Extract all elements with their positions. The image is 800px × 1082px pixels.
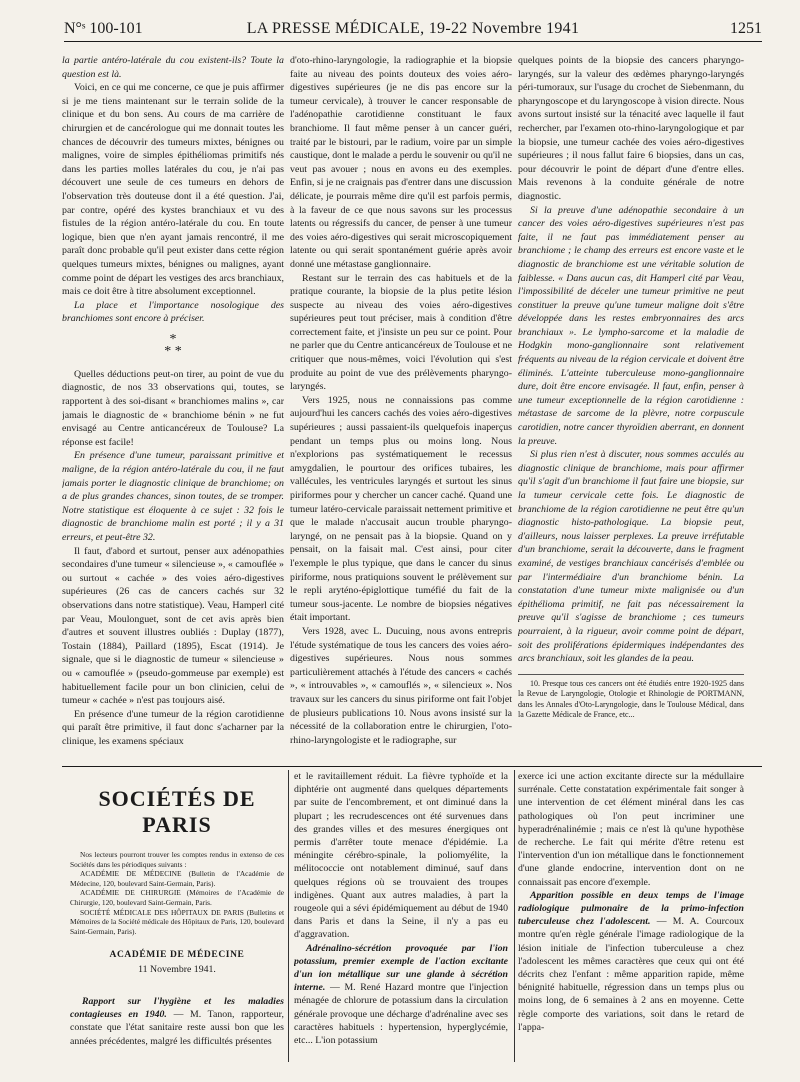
- societes-note: [70, 850, 284, 936]
- bottom-column-2: [294, 770, 508, 1076]
- paragraph: Il faut, d'abord et surtout, penser aux adénopathies secondaires d'une tumeur « silencieuse », « camouflée » ou surtout « cachée » des voies aéro-digestives supérieures (26 cas de cancers cachés sur 32 observations dans notre statistique). Veau, Hamperl cité par Veau, Moulonguet, sont de cet avis après bien d'autres et souvent illustres oubliés : Duplay (1877), Tostain (1884), Paillard (1895), Escat (1914). Je signale, que si le diagnostic de tumeur « silencieuse » ou « camouflée » (pseudo-gommeuse par exemple) est habituellement facile pour un bon clinicien, celui de tumeur « cachée » n'est pas toujours aisé.: [62, 545, 284, 707]
- column-1: [62, 54, 284, 760]
- issue-number: N°ˢ 100-101: [64, 20, 143, 37]
- paragraph: Si plus rien n'est à discuter, nous sommes acculés au diagnostic clinique de branchiome, mais pour affirmer qu'il s'agit d'un branchiome il faut faire une biopsie, sur la tumeur cervicale cette fois. Le diagnostic de branchiome de la région carotidienne ne peut être qu'un diagnostic histo-pathologique. La biopsie peut, d'ailleurs, nous laisser perplexes. La preuve irréfutable d'un branchiome, serait la découverte, dans le fragment examiné, de vestiges branchiaux cancérisés d'emblée ou par l'intermédiaire d'un branchiome bénin. La constatation d'une tumeur mixte malignisée ou d'un épithélioma primitif, ne fait pas nécessairement la preuve qu'il s'agisse de branchiome ; ces tumeurs pourraient, à la rigueur, avoir comme point de départ, soit des proliférations épidermiques indépendantes des arcs branchiaux, soit les glandes de la peau.: [518, 449, 744, 665]
- paragraph: d'oto-rhino-laryngologie, la radiographie et la biopsie faite au niveau des points douteux des voies aéro-digestives supérieures (je ne dis pas encore sur la tumeur cervicale), à trouver le cancer responsable de l'adénopathie carotidienne constituant le faux branchiome. Il faut même penser à un cancer guéri, traité par le bistouri, par le radium, voire par un simple caustique, dont le malade a perdu le souvenir ou qu'il ne veut pas avouer ; nous en avons eu des exemples. Enfin, si je ne craignais pas d'entrer dans une discussion délicate, je pourrais même dire qu'il est parfois permis, à la faveur de ce que nous savons sur les processus latents ou régressifs du cancer, de penser à une tumeur des voies aéro-digestives qui serait microscopiquement latente ou qui serait spontanément guérie après avoir donné une métastase ganglionnaire.: [290, 55, 512, 270]
- paragraph: Vers 1925, nous ne connaissions pas comme aujourd'hui les cancers cachés des voies aéro-digestives supérieures ; aussi passaient-ils quelquefois inaperçus pendant un temps plus ou moins long. Nous n'explorions pas systématiquement le recessus amygdalien, le pourtour des orifices tubaires, les vallécules, les ventricules laryngés et surtout les sinus piriformes pour y chercher un cancer caché. Quand une tumeur latéro-cervicale paraissait nettement primitive et que le malade n'accusait aucun trouble pharyngo-laryngé, on ne pensait pas à la biopsie. Quand on y pensait, on la faisait mal. C'est ainsi, pour citer l'exemple le plus typique, que dans le cancer du sinus piriforme, nous pratiquions souvent le prélèvement sur le repli aryténo-épiglottique tuméfié du fait de la tumeur sous-jacente. Le nombre de biopsies négatives était important.: [290, 394, 512, 624]
- paragraph: Vers 1928, avec L. Ducuing, nous avons entrepris l'étude systématique de tous les cancers des voies aéro-digestives supérieures. Nous nous sommes particulièrement attachés à l'étude des cancers « cachés », « introuvables », « camouflés », « silencieux ». Nos travaux sur les cancers du sinus piriforme ont fait l'objet de plusieurs publications 10. Nous avons insisté sur la nécessité de la collaboration entre le chirurgien, l'oto-rhino-laryngologiste et le radiographe, sur: [290, 625, 512, 746]
- paragraph: et le ravitaillement réduit. La fièvre typhoïde et la diphtérie ont augmenté dans quelques départements par suite de l'encombrement, et ont diminué dans la plupart ; les recrudescences ont été survenues dans des grandes villes et des mesures énergiques ont permis d'arrêter toute menace d'épidémie. La méningite cérébro-spinale, la poliomyélite, la mélitococcie ont notablement diminué, sauf dans quelques régions où se trouvaient des troupes indigènes. Quant aux autres maladies, à part la rougeole qui a sévi épidémiquement au début de 1940 dans Paris et dans la Seine, il n'y a pas eu d'aggravation.: [294, 771, 508, 941]
- journal-title: LA PRESSE MÉDICALE, 19-22 Novembre 1941: [246, 20, 580, 37]
- paragraph: [518, 889, 744, 1034]
- page-number: 1251: [730, 20, 762, 37]
- article-text: — M. René Hazard montre que l'injection ménagée de chlorure de potassium dans la circulation générale provoque une décharge d'adrénaline avec ses caractères habituels : hypertension, hyperglycémie, etc... L'ion potassium: [294, 982, 508, 1047]
- societes-section: [70, 786, 284, 983]
- column-rule: [288, 770, 289, 1062]
- note-line: SOCIÉTÉ MÉDICALE DES HÔPITAUX DE PARIS (Bulletins et Mémoires de la Société médicale des Hôpitaux de Paris, 120, boulevard Saint-Germain, Paris).: [70, 907, 284, 936]
- paragraph: La place et l'importance nosologique des branchiomes sont encore à préciser.: [62, 299, 284, 325]
- section-stars: * * *: [164, 331, 182, 359]
- paragraph: Si la preuve d'une adénopathie secondaire à un cancer des voies aéro-digestives supérieures n'est pas faite, il ne faut pas immédiatement penser au branchiome ; le champ des erreurs est encore vaste et le diagnostic de branchiome est une véritable solution de faiblesse. « Dans aucun cas, dit Hamperl cité par Veau, l'impossibilité de déceler une tumeur primitive ne peut constituer la preuve qu'une tumeur maligne doit s'être développée dans les restes embryonnaires des arcs branchiaux ». Le lympho-sarcome et la maladie de Hodgkin mono-ganglionnaire sont relativement fréquents au niveau de la région cervicale et doivent être éliminés. L'atteinte tuberculeuse mono-ganglionnaire dure, doit être encore envisagée. Il faut, enfin, penser à une tumeur exceptionnelle de la région carotidienne : métastase de sarcome de la plèvre, notre corpuscule carotidien, notre cancer thyroïdien aberrant, en donnent la preuve.: [518, 204, 744, 447]
- note-line: ACADÉMIE DE MÉDECINE (Bulletin de l'Académie de Médecine, 120, boulevard Saint-Germain, Paris).: [70, 869, 284, 888]
- column-3: [518, 54, 744, 760]
- paragraph: la partie antéro-latérale du cou existent-ils? Toute la question est là.: [62, 55, 284, 80]
- article-text: — M. Tanon, rapporteur, constate que l'état sanitaire reste aussi bon que les années précédentes, malgré les difficultés présentes: [70, 1009, 284, 1047]
- article-headline: Adrénalino-sécrétion provoquée par l'ion potassium, premier exemple de l'action excitante d'un ion métallique sur une glande à sécrétion interne.: [294, 942, 508, 994]
- article-headline: Apparition possible en deux temps de l'image radiologique pulmonaire de la primo-infection tuberculeuse chez l'adolescent.: [518, 889, 744, 928]
- bottom-column-1: [70, 995, 284, 1075]
- paragraph: En présence d'une tumeur, paraissant primitive et maligne, de la région antéro-latérale du cou, il ne faut jamais porter le diagnostic clinique de branchiome; on a de plus grandes chances, sinon toutes, de se tromper. Notre statistique est éloquente à ce sujet : 32 fois le diagnostic de branchiome malin est porté ; il y a 31 erreurs, et peut-être 32.: [62, 450, 284, 543]
- note-line: Nos lecteurs pourront trouver les comptes rendus in extenso de ces Sociétés dans les périodiques suivants :: [70, 850, 284, 869]
- section-separator: [62, 766, 762, 767]
- note-line: ACADÉMIE DE CHIRURGIE (Mémoires de l'Académie de Chirurgie, 120, boulevard Saint-Germain, Paris.: [70, 888, 284, 907]
- footnote: 10. Presque tous ces cancers ont été étudiés entre 1920-1925 dans la Revue de Laryngologie, Otologie et Rhinologie de PORTMANN, dans les Annales d'Oto-Laryngologie, dans le Toulouse Médical, dans la Gazette Médicale de France, etc...: [518, 674, 744, 721]
- paragraph: [294, 942, 508, 1048]
- academie-title: ACADÉMIE DE MÉDECINE: [109, 950, 245, 961]
- paragraph: Quelles déductions peut-on tirer, au point de vue du diagnostic, de nos 33 observations qui, toutes, se rapportent à des soi-disant « branchiomes malins », car jamais le diagnostic de « branchiome bénin » ne fut envisagé au Centre anticancéreux de Toulouse? La réponse est facile!: [62, 368, 284, 448]
- paragraph: Restant sur le terrain des cas habituels et de la pratique courante, la biopsie de la plus petite lésion suspecte au niveau des voies aéro-digestives supérieures peut tout préciser, mais à condition d'être correctement faite, et j'insiste un peu sur ce point. Pour ne parler que du Centre anticancéreux de Toulouse et ne critiquer que nous-mêmes, voici l'évolution qui s'est produite au point de vue des prélèvements pharyngo-laryngés.: [290, 272, 512, 393]
- column-2: [290, 54, 512, 760]
- column-rule: [514, 770, 515, 1062]
- paragraph: quelques points de la biopsie des cancers pharyngo-laryngés, sur la valeur des œdèmes pharyngo-laryngés péri-tumoraux, sur l'usage du crochet de Siebenmann, du pharyngoscope et du laryngoscope à vision directe. Nous avons surtout insisté sur la ténacité avec laquelle il faut rechercher, par l'examen oto-rhino-laryngologique et par la biopsie, une tumeur cachée des voies aéro-digestives supérieures ; il nous fallut faire 6 biopsies, dans un cas, pour découvrir le point de départ d'une d'entre elles. Mais revenons à la conduite générale de notre diagnostic.: [518, 55, 744, 202]
- paragraph: Voici, en ce qui me concerne, ce que je puis affirmer si je me tiens maintenant sur le terrain solide de la clinique et du bon sens. Au cours de ma carrière de chirurgien et de cancérologue qui me donnait toutes les chances de découvrir des tumeurs mixtes, bénignes ou malignes, voire de simples épithéliomas primitifs nés dans les parties molles latérales du cou, je n'ai pas découvert une seule de ces tumeurs en dehors de l'observation très douteuse dont il a été question. J'ai, par contre, opéré des kystes branchiaux et vu des fistules de la région antéro-latérale du cou. En toute logique, bien que n'en ayant jamais rencontré, il me paraît donc probable qu'il peut exister dans cette région quelques tumeurs mixtes, bénignes ou malignes, ayant comme point de départ les vestiges des arcs branchiaux, mais ce doit être à titre absolument exceptionnel.: [62, 82, 284, 298]
- paragraph: [70, 995, 284, 1048]
- session-date: 11 Novembre 1941.: [138, 964, 216, 976]
- article-headline: Rapport sur l'hygiène et les maladies contagieuses en 1940.: [70, 996, 284, 1021]
- page-header: [64, 16, 762, 42]
- article-text: — M. A. Courcoux montre qu'en règle générale l'image radiologique de la lésion initiale de l'infection tuberculeuse a chez l'adolescent les mêmes caractères que ceux qui ont été décrits chez l'enfant : même apparition rapide, même bénignité habituelle, régression dans un temps plus ou moins long, de 6 semaines à 2 ans en moyenne. Cette règle comporte des variations, soit dans le retard de l'appa-: [518, 916, 744, 1033]
- paragraph: En présence d'une tumeur de la région carotidienne qui paraît être primitive, il faut donc s'acharner par la clinique, les examens spéciaux: [62, 708, 284, 747]
- section-title: SOCIÉTÉS DE PARIS: [98, 786, 256, 837]
- bottom-column-3: [518, 770, 744, 1076]
- paragraph: exerce ici une action excitante directe sur la médullaire surrénale. Cette constatation expérimentale fait songer à une intervention de cet élément minéral dans les cas pathologiques où l'on peut incriminer une hyperadrénalinémie ; mais ce n'est là qu'une hypothèse de recherche. Le fait qui mérite d'être retenu est l'intervention d'un ion métallique dans le fonctionnement d'une glande endocrine, intervention dont on ne connaissait pas encore d'exemple.: [518, 771, 744, 888]
